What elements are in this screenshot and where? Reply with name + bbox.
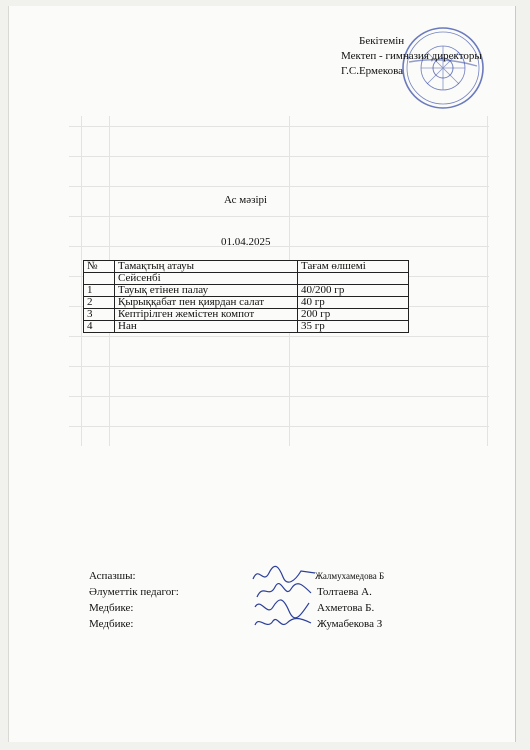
- document-date: 01.04.2025: [221, 236, 271, 248]
- table-row: [84, 321, 409, 333]
- approval-position: Мектеп - гимназия директоры: [341, 50, 482, 62]
- table-row: [84, 285, 409, 297]
- handwritten-signature: [249, 611, 319, 635]
- row-dish-name: Қырыққабат пен қиярдан салат: [115, 297, 298, 309]
- header-portion-size: Тағам өлшемі: [298, 261, 409, 273]
- row-portion-size: 40/200 гр: [298, 285, 409, 297]
- row-portion-size: 200 гр: [298, 309, 409, 321]
- day-cell-empty: [298, 273, 409, 285]
- approval-block: [341, 34, 511, 79]
- signatory-row: [89, 616, 409, 632]
- table-header-row: [84, 261, 409, 273]
- row-number: 3: [84, 309, 115, 321]
- row-dish-name: Кептірілген жемістен компот: [115, 309, 298, 321]
- signatory-role: Медбике:: [89, 602, 134, 614]
- row-portion-size: 40 гр: [298, 297, 409, 309]
- table-row: [84, 309, 409, 321]
- header-number: №: [84, 261, 115, 273]
- signatory-name: Жумабекова З: [317, 618, 383, 630]
- document-page: [8, 6, 516, 742]
- row-dish-name: Нан: [115, 321, 298, 333]
- table-day-row: [84, 273, 409, 285]
- row-number: 1: [84, 285, 115, 297]
- signatory-role: Аспазшы:: [89, 570, 136, 582]
- menu-table: [83, 260, 409, 333]
- document-title: Ас мәзірі: [224, 194, 268, 206]
- row-number: 4: [84, 321, 115, 333]
- row-number: 2: [84, 297, 115, 309]
- signatory-role: Медбике:: [89, 618, 134, 630]
- signatory-role: Әлуметтік педагог:: [89, 586, 179, 598]
- approval-heading: Бекітемін: [359, 35, 405, 47]
- day-cell-empty: [84, 273, 115, 285]
- signatories-block: [89, 568, 409, 632]
- row-portion-size: 35 гр: [298, 321, 409, 333]
- signatory-name: Толтаева А.: [317, 586, 372, 598]
- header-dish-name: Тамақтың атауы: [115, 261, 298, 273]
- approval-director-name: Г.С.Ермекова: [341, 65, 404, 77]
- signatory-name: Ахметова Б.: [317, 602, 375, 614]
- signatory-name: Жалмухамедова Б: [315, 571, 385, 581]
- table-row: [84, 297, 409, 309]
- day-label: Сейсенбі: [115, 273, 298, 285]
- row-dish-name: Тауық етінен палау: [115, 285, 298, 297]
